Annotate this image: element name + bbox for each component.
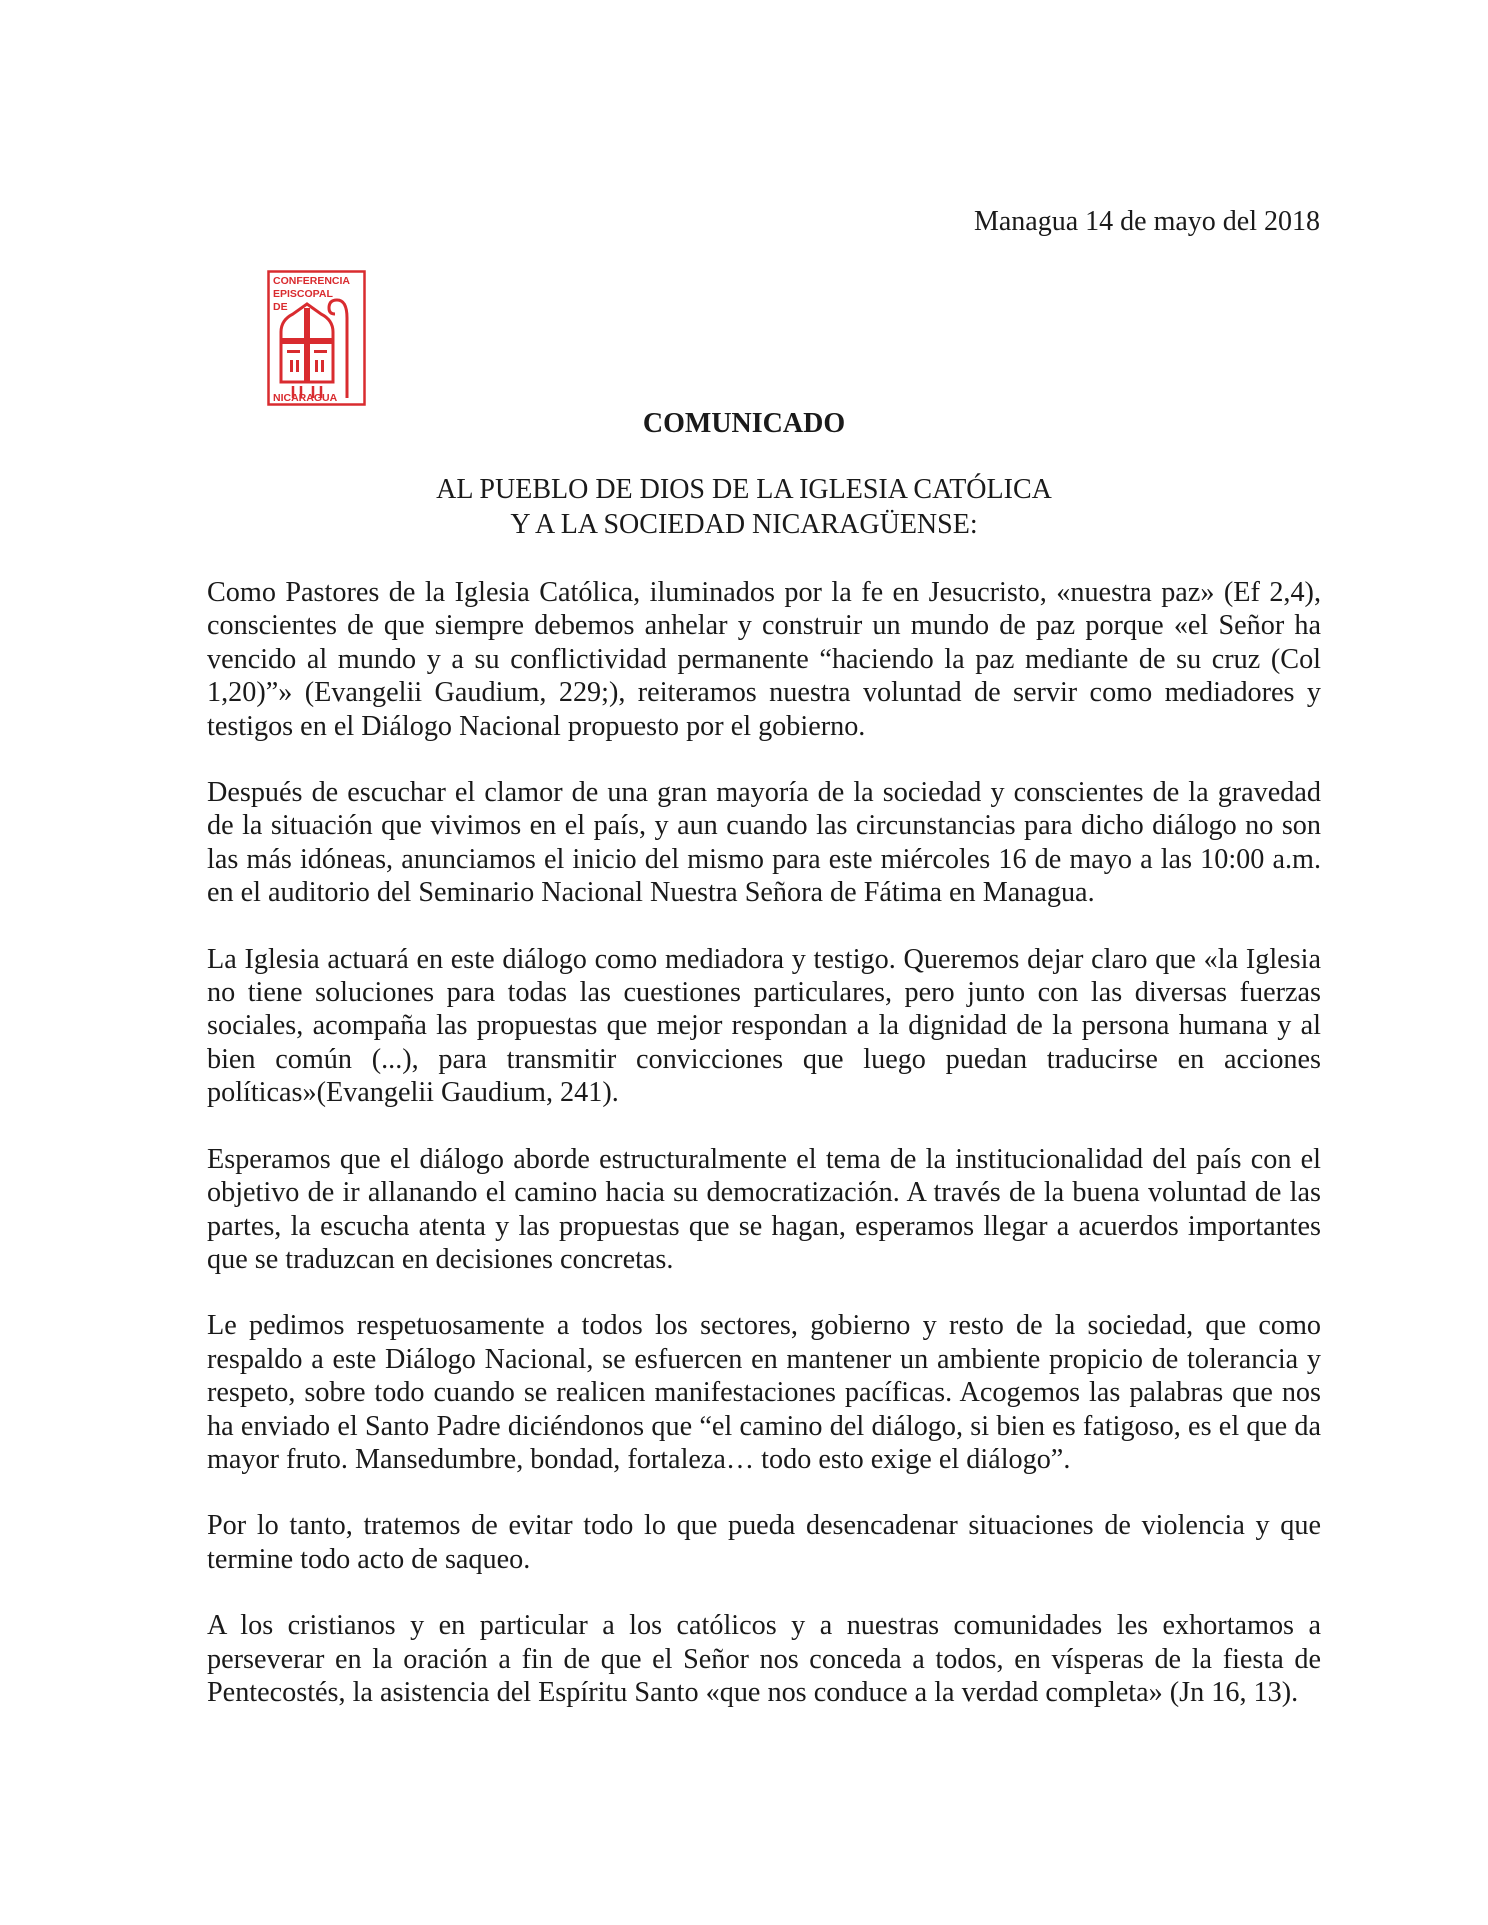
logo-text-line1: CONFERENCIA	[273, 275, 351, 287]
episcopal-conference-logo	[267, 270, 366, 406]
logo-text-line4: NICARAGUA	[273, 392, 338, 404]
body-paragraph: Por lo tanto, tratemos de evitar todo lo que pueda desencadenar situaciones de violencia y que termine todo acto de saqueo.	[207, 1510, 1321, 1575]
body-paragraph: Le pedimos respetuosamente a todos los sectores, gobierno y resto de la sociedad, que como respaldo a este Diálogo Nacional, se esfuercen en mantener un ambiente propicio de tolerancia y respeto, sobre todo cuando se realicen manifestaciones pacíficas. Acogemos las palabras que nos ha enviado el Santo Padre diciéndonos que “el camino del diálogo, si bien es fatigoso, es el que da mayor fruto. Mansedumbre, bondad, fortaleza… todo esto exige el diálogo”.	[207, 1310, 1321, 1475]
body-paragraph: La Iglesia actuará en este diálogo como mediadora y testigo. Queremos dejar claro que «la Iglesia no tiene soluciones para todas las cuestiones particulares, pero junto con las diversas fuerzas sociales, acompaña las propuestas que mejor respondan a la dignidad de la persona humana y al bien común (...), para transmitir convicciones que luego puedan traducirse en acciones políticas»(Evangelii Gaudium, 241).	[207, 943, 1321, 1109]
body-paragraph: A los cristianos y en particular a los católicos y a nuestras comunidades les exhortamos a perseverar en la oración a fin de que el Señor nos conceda a todos, en vísperas de la fiesta de Pentecostés, la asistencia del Espíritu Santo «que nos conduce a la verdad completa» (Jn 16, 13).	[207, 1610, 1321, 1708]
mitre-crosier-emblem-icon	[267, 270, 366, 406]
logo-text-line2: EPISCOPAL	[273, 288, 333, 300]
addressee-line-2: Y A LA SOCIEDAD NICARAGÜENSE:	[510, 509, 978, 540]
logo-text-line3: DE	[273, 301, 288, 313]
document-body	[207, 576, 1321, 1742]
body-paragraph: Después de escuchar el clamor de una gran mayoría de la sociedad y conscientes de la gravedad de la situación que vivimos en el país, y aun cuando las circunstancias para dicho diálogo no son las más idóneas, anunciamos el inicio del mismo para este miércoles 16 de mayo a las 10:00 a.m. en el auditorio del Seminario Nacional Nuestra Señora de Fátima en Managua.	[207, 777, 1321, 909]
document-date: Managua 14 de mayo del 2018	[973, 206, 1320, 237]
document-title: COMUNICADO	[642, 408, 846, 439]
body-paragraph: Como Pastores de la Iglesia Católica, iluminados por la fe en Jesucristo, «nuestra paz» (Ef 2,4), conscientes de que siempre debemos anhelar y construir un mundo de paz porque «el Señor ha vencido al mundo y a su conflictividad permanente “haciendo la paz mediante de su cruz (Col 1,20)”» (Evangelii Gaudium, 229;), reiteramos nuestra voluntad de servir como mediadores y testigos en el Diálogo Nacional propuesto por el gobierno.	[207, 577, 1321, 742]
addressee-line-1: AL PUEBLO DE DIOS DE LA IGLESIA CATÓLICA	[436, 474, 1052, 505]
document-addressee	[0, 472, 1488, 542]
body-paragraph: Esperamos que el diálogo aborde estructuralmente el tema de la institucionalidad del país con el objetivo de ir allanando el camino hacia su democratización. A través de la buena voluntad de las partes, la escucha atenta y las propuestas que se hagan, esperamos llegar a acuerdos importantes que se traduzcan en decisiones concretas.	[207, 1143, 1321, 1275]
